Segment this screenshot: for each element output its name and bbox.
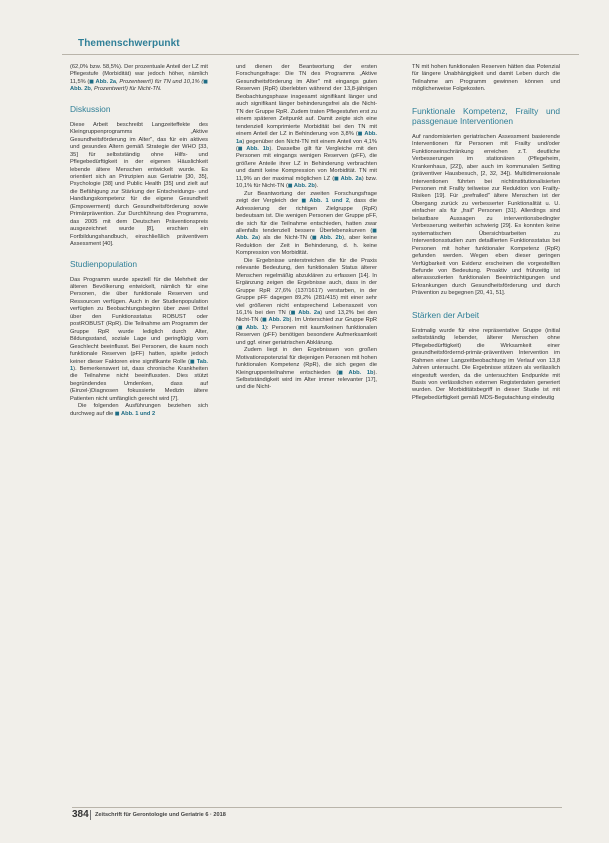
section-title: Themenschwerpunkt — [78, 38, 180, 49]
figure-reference: ◼ Abb. 1 und 2 — [301, 198, 349, 205]
figure-reference: ◼ Abb. 2b — [312, 235, 343, 242]
figure-reference: ◼ Abb. 1b — [338, 369, 374, 376]
figure-reference: ◼ Abb. 2a — [236, 227, 377, 242]
heading-frailty: Funktionale Kompetenz, Frailty und passgenaue Interventionen — [412, 105, 560, 126]
figure-reference: ◼ Abb. 2b — [262, 317, 290, 324]
heading-staerken: Stärken der Arbeit — [412, 309, 480, 320]
heading-studienpopulation: Studienpopulation — [70, 258, 138, 269]
paragraph-folgenden: Die folgenden Ausführungen beziehen sich durchweg auf die ◼ Abb. 1 und 2 — [70, 403, 208, 417]
table-reference: ◼ Tab. 1 — [70, 358, 209, 372]
paragraph-col2-4: Zudem liegt in den Ergebnissen von großen Motivationspotenzial für diejenigen Personen mit hohen funktionalen Kompetenz (RpR), die sich gegen die Kleingruppenteilnahme entschieden (◼ Abb. 1b). Selbstständigkeit wird im Alter immer relevanter [17], und die Nicht- — [236, 347, 377, 391]
paragraph-col3-2: Auf randomisierten geriatrischen Assessment basierende Interventionen für Personen mit Frailty und/oder Funktionseinschränkung erreichen z.T. deutliche Verbesserungen im stationären (Pflegeheim, Krankenhaus, [22]), aber auch im kommunalen Setting (präventiver Hausbesuch, [2, 32, 34]). Multidimensionale Interventionen führten bei nichtinstitutionalisierten Personen mit Frailty teilweise zur Reduktion von Frailty-Risiken [19]. Für „prefrailed" ältere Menschen ist der Übergang zurück zu verbesserter Funktionalität u. U. einfacher als für „frail" Personen [31]. Allerdings sind belastbare Aussagen zu interventionsbedingter Verbesserung weiterhin schwierig [29]. Es konnten keine systematischen Übersichtsarbeiten zu Interventionsstudien zum detaillierten Funktionsstatus bei Personen mit hoher funktionaler Kompetenz (RpR) gefunden werden. Wegen eben dieser geringen Verfügbarkeit von Evidenz erscheinen die vorgestellten Befunde von Bedeutung. Proaktiv und frühzeitig ist alterassoziierten funktionalen Beeinträchtigungen und Erkrankungen durch Gesundheitsförderung und durch Prävention zu begegnen [20, 41, 51]. — [412, 133, 560, 297]
figure-reference: ◼ Abb. 2a — [290, 309, 321, 316]
paragraph-col3-1: TN mit hohen funktionalen Reserven hätten das Potenzial für längere Unabhängigkeit und damit Leben durch die Teilnahme am Programm gewinnen können und möglicherweise Folgekosten. — [412, 64, 560, 93]
figure-reference: ◼ Abb. 1 — [237, 324, 266, 331]
figure-reference: ◼ Abb. 2a — [89, 78, 117, 85]
paragraph-col2-3: Die Ergebnisse unterstreichen die für die Praxis relevante Bedeutung, den funktionalen Status älterer Menschen regelmäßig abzuklären zu erfassen [14]. In Ergänzung zeigen die Ergebnisse auch, dass in der Gruppe RpR 27,6% (137/1617) verstarben, in der Gruppe pFF dagegen 89,2% (281/415) mit einer sehr viel größeren nicht entsprechend Lebensszeit von 16,1% bei den TN (◼ Abb. 2a) und 13,2% bei den Nicht-TN (◼ Abb. 2b). Im Unterschied zur Gruppe RpR (◼ Abb. 1): Personen mit kaum/keinen funktionalen Reserven (pFF) benötigen besondere Aufmerksamkeit und ggf. einer geriatrischen Abklärung. — [236, 257, 377, 346]
paragraph-col2-2: Zur Beantwortung der zweiten Forschungsfrage zeigt der Vergleich der ◼ Abb. 1 und 2, dass die Adressierung der richtigen Zielgruppe (RpR) bedeutsam ist. Die wenigen Personen der Gruppe pFF, die sich für die Teilnahme entschieden, hatten zwar allenfalls tendenziell bessere Überlebenskurven (◼ Abb. 2a) als die Nicht-TN (◼ Abb. 2b), aber keine Reduktion der Zeit in Behinderung, d. h. keine Kompression von Morbidität. — [236, 190, 378, 257]
paragraph-col2-1: und dienen der Beantwortung der ersten Forschungsfrage: Die TN des Programms „Aktive Gesundheitsförderung im Alter" mit eingangs guten Reserven (RpR) überlebten während der 13,8-jährigen Beobachtungsphase insgesamt signifikant länger und auch signifikant länger behinderungsfrei als die Nicht-TN der Gruppe RpR. Zudem traten Pflegestufen erst zu einem späteren Zeitpunkt auf. Damit zeigte sich eine tendenziell komprimierte Morbidität bei den TN mit einem Anteil der LZ in Behinderung von 3,8% (◼ Abb. 1a) gegenüber den Nicht-TN mit einem Anteil von 4,1% (◼ Abb. 1b). Dasselbe gilt für Vergleiche mit den Personen mit eingangs wenigen Reserven (pFF), die größere Anteile ihrer LZ in Behinderung verbrachten und damit keine Kompression von Morbidität. TN mit 11,9% an der maximal möglichen LZ (◼ Abb. 2a) bzw. 10,1% für Nicht-TN (◼ Abb. 2b). — [236, 64, 378, 190]
text-column-2 — [236, 64, 377, 392]
paragraph-intro: (62,0% bzw. 58,5%). Der prozentuale Anteil der LZ mit Pflegestufe (Morbidität) war jedoch höher, nämlich 11,5% (◼ Abb. 2a, Prozentwert!) für TN und 10,1% (◼ Abb. 2b, Prozentwert!) für Nicht-TN. — [70, 64, 208, 93]
journal-name: Zeitschrift für Gerontologie und Geriatrie 6 · 2018 — [95, 812, 226, 818]
figure-reference: ◼ Abb. 2b — [70, 78, 208, 93]
figure-reference: ◼ Abb. 2b — [287, 183, 315, 190]
figure-reference: ◼ Abb. 1b — [237, 145, 270, 152]
paragraph-diskussion: Diese Arbeit beschreibt Langzeiteffekte des Kleingruppenprogramms „Aktive Gesundheitsförderung im Alter", das für ein aktives und gesundes Altern gemäß Strategie der WHO [33, 35] für selbstständig ohne Hilfs- und Pflegebedürftigkeit in der eigenen Häuslichkeit lebende ältere Menschen entwickelt wurde. Es orientiert sich an Prinzipien aus Geriatrie [30, 35], Psychologie [38] und Public Health [35] und zielt auf die Befähigung zur Stärkung der Entscheidungs- und Handlungskompetenz für die eigene Gesundheit (Empowerment) durch Gesundheitsförderung sowie Primärprävention. Zur Durchführung des Programms, das 2005 mit dem Deutschen Präventionspreis ausgezeichnet wurde [8], erschien ein Fortbildungshandbuch, einschließlich präventivem Assessment [40]. — [70, 121, 208, 248]
paragraph-col3-3: Erstmalig wurde für eine repräsentative Gruppe (initial selbstständig lebender, älterer Menschen ohne Pflegebedürftigkeit) die Wirksamkeit einer gesundheitsfördernd-primär-präventiven Intervention im Rahmen einer Langzeitbeobachtung im Verlauf von 13,8 Jahren untersucht. Die Ergebnisse stützen als verlässlich eingestuft werden, da die untersuchten Endpunkte mit Basis von verlässlichen externen Registerdaten generiert wurden. Der Morbiditätsbegriff in dieser Studie ist mit Pflegebedürftigkeit gemäß MDS-Begutachtung eindeutig — [412, 327, 560, 401]
heading-diskussion: Diskussion — [70, 103, 111, 114]
paragraph-studienpopulation: Das Programm wurde speziell für die Mehrheit der älteren Bevölkerung entwickelt, nämlich für eine Personen, die über funktionale Reserven und Ressourcen verfügen. Auch in der Studienpopulation verfügten zu Beobachtungsbeginn über zwei Drittel über den Funktionsstatus ROBUST oder postROBUST (RpR). Die Teilnahme am Programm der Gruppe RpR wurde lediglich durch Alter, Bildungsstand, soziale Lage und geringfügig vom Geschlecht beeinflusst. Bei Personen, die kaum noch funktionale Reserven (pFF) hatten, spielte jedoch keiner dieser Faktoren eine signifikante Rolle (◼ Tab. 1). Bemerkenswert ist, dass chronische Krankheiten die Teilnahme nicht beeinflussten. Dies stützt begründendes Umdenken, dass auf (Einzel-)Diagnosen fokussierte Medizin ältere Patienten nicht umfänglich gerecht wird [7]. — [70, 276, 209, 402]
figure-reference: ◼ Abb. 2a — [334, 175, 362, 182]
text-column-3 — [412, 64, 560, 402]
footer-divider — [90, 810, 91, 820]
text-column-1 — [70, 64, 208, 418]
figure-reference: ◼ Abb. 1a — [236, 131, 377, 145]
figure-reference: ◼ Abb. 1 und 2 — [114, 410, 156, 417]
page-number: 384 — [72, 809, 89, 820]
